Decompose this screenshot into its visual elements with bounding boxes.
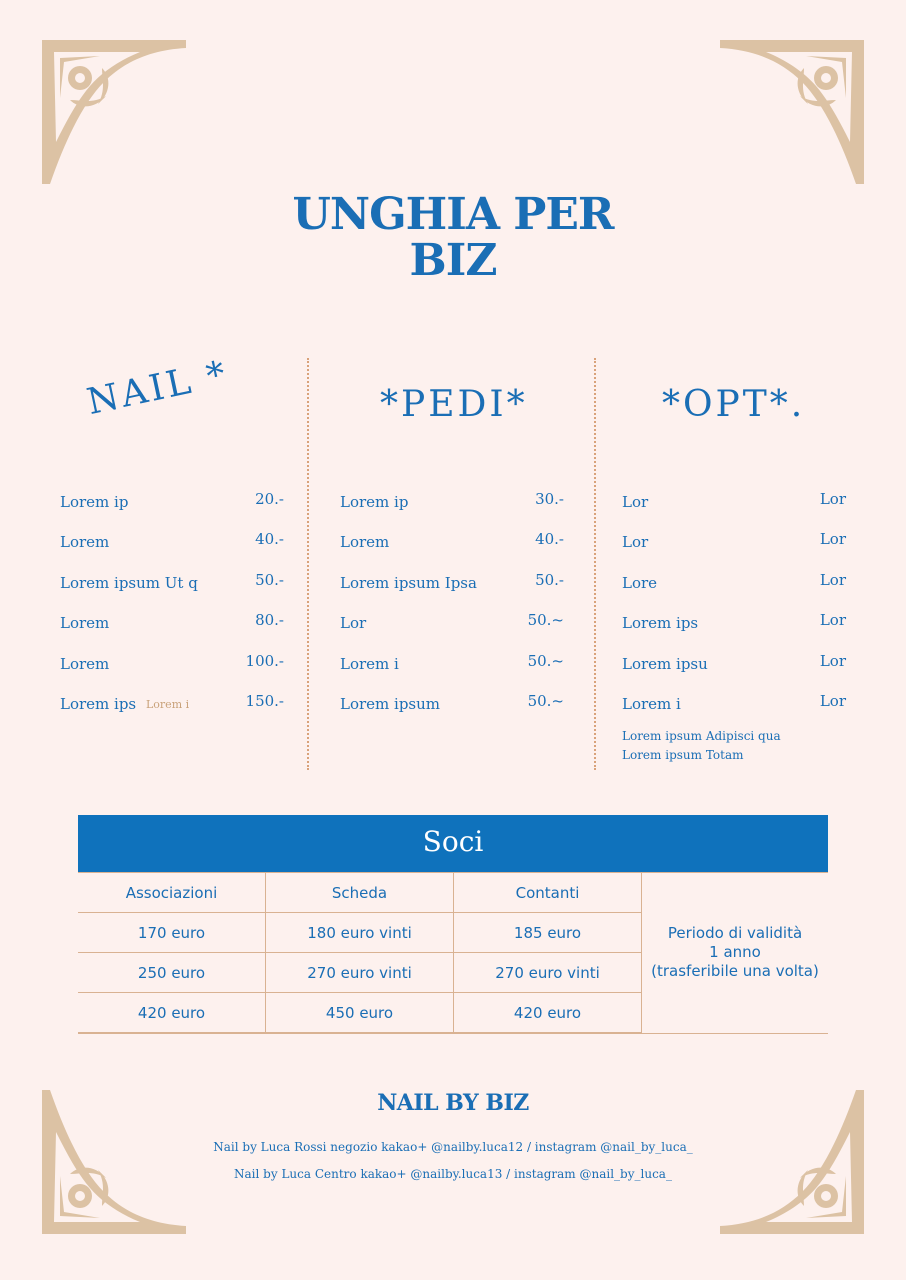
item-price: 40.- xyxy=(255,530,284,549)
corner-ornament-top-right xyxy=(716,38,866,188)
table-cell: 185 euro xyxy=(454,913,642,953)
menu-row xyxy=(340,611,564,654)
footer-contact-line: Nail by Luca Centro kakao+ @nailby.luca13 / instagram @nail_by_luca_ xyxy=(234,1167,672,1181)
title-line-2: BIZ xyxy=(409,235,497,286)
ornament-icon xyxy=(40,38,190,188)
item-price: 40.- xyxy=(535,530,564,549)
item-name: Lorem xyxy=(60,614,110,633)
menu-row xyxy=(622,570,846,614)
item-price: 50.- xyxy=(255,570,284,589)
item-price: 50.- xyxy=(535,570,564,589)
item-price: 20.- xyxy=(255,490,284,508)
item-price: Lor xyxy=(819,570,846,589)
menu-row xyxy=(60,691,284,735)
item-price: Lor xyxy=(819,530,846,549)
item-price: 50.~ xyxy=(527,611,564,630)
column-header: Scheda xyxy=(266,873,454,913)
menu-row xyxy=(622,691,846,735)
opt-menu xyxy=(622,490,846,765)
item-price: Lor xyxy=(819,490,846,508)
item-name: Lorem xyxy=(340,533,390,552)
menu-row xyxy=(340,490,564,533)
item-name: Lor xyxy=(622,533,649,552)
menu-row xyxy=(60,611,284,654)
table-cell: 420 euro xyxy=(78,993,266,1034)
item-price: 100.- xyxy=(245,651,284,670)
table-cell: 250 euro xyxy=(78,953,266,993)
item-name: Lorem ips xyxy=(60,694,137,713)
item-name: Lor xyxy=(622,493,649,511)
menu-row xyxy=(340,570,564,614)
item-name: Lorem ipsum xyxy=(340,694,441,713)
table-cell: 170 euro xyxy=(78,913,266,953)
heading-nail: NAIL * xyxy=(83,353,232,423)
table-cell: 270 euro vinti xyxy=(454,953,642,993)
item-price: 50.~ xyxy=(527,691,564,710)
corner-ornament-top-left xyxy=(40,38,190,188)
item-price: Lor xyxy=(819,691,846,710)
validity-cell xyxy=(642,873,829,1034)
item-name: Lorem xyxy=(60,654,110,673)
item-name: Lorem ipsum Ipsa xyxy=(340,573,477,592)
heading-opt: *OPT*. xyxy=(662,384,806,425)
item-price: 30.- xyxy=(535,490,564,508)
item-price: Lor xyxy=(819,611,846,630)
menu-row xyxy=(340,651,564,695)
validity-line: 1 anno xyxy=(709,943,761,962)
table-cell: 270 euro vinti xyxy=(266,953,454,993)
menu-row xyxy=(340,530,564,573)
item-name: Lorem ipsu xyxy=(622,654,708,673)
item-name: Lor xyxy=(340,614,367,633)
table-cell: 420 euro xyxy=(454,993,642,1034)
table-cell: 450 euro xyxy=(266,993,454,1034)
item-price: Lor xyxy=(819,651,846,670)
pedi-menu xyxy=(340,490,564,735)
footer-title: NAIL BY BIZ xyxy=(377,1090,529,1116)
ornament-icon xyxy=(716,38,866,188)
title-line-1: UNGHIA PER xyxy=(292,189,614,240)
opt-note-line: Lorem ipsum Totam xyxy=(622,748,744,763)
validity-line: (trasferibile una volta) xyxy=(651,962,819,981)
item-name: Lorem i xyxy=(340,654,399,673)
table-title: Soci xyxy=(78,815,828,872)
item-name: Lorem i xyxy=(622,694,681,713)
item-name: Lorem ips xyxy=(622,614,699,633)
item-name: Lorem ip xyxy=(60,493,129,511)
menu-row xyxy=(60,651,284,695)
menu-row xyxy=(60,490,284,533)
table-header-row xyxy=(78,873,828,913)
column-divider xyxy=(594,358,596,770)
menu-row xyxy=(622,490,846,533)
item-name: Lorem xyxy=(60,533,110,552)
table-cell: 180 euro vinti xyxy=(266,913,454,953)
item-name: Lorem ipsum Ut q xyxy=(60,573,198,592)
menu-row xyxy=(60,570,284,614)
menu-row xyxy=(622,651,846,695)
column-divider xyxy=(307,358,309,770)
column-header: Associazioni xyxy=(78,873,266,913)
footer-contact-line: Nail by Luca Rossi negozio kakao+ @nailby.luca12 / instagram @nail_by_luca_ xyxy=(213,1140,693,1154)
menu-row xyxy=(622,611,846,654)
column-header: Contanti xyxy=(454,873,642,913)
item-price: 80.- xyxy=(255,611,284,630)
heading-pedi: *PEDI* xyxy=(380,384,528,425)
item-price: 150.- xyxy=(245,691,284,710)
menu-row xyxy=(60,530,284,573)
membership-table xyxy=(78,815,828,1034)
item-name: Lore xyxy=(622,573,658,592)
item-price: 50.~ xyxy=(527,651,564,670)
menu-row xyxy=(340,691,564,735)
membership-grid xyxy=(78,872,828,1034)
nail-menu xyxy=(60,490,284,735)
item-name: Lorem ip xyxy=(340,493,409,511)
validity-line: Periodo di validità xyxy=(667,924,803,943)
opt-note-line: Lorem ipsum Adipisci qua xyxy=(622,729,781,744)
page-title xyxy=(0,189,906,286)
item-note: Lorem i xyxy=(146,697,190,711)
menu-row xyxy=(622,530,846,573)
